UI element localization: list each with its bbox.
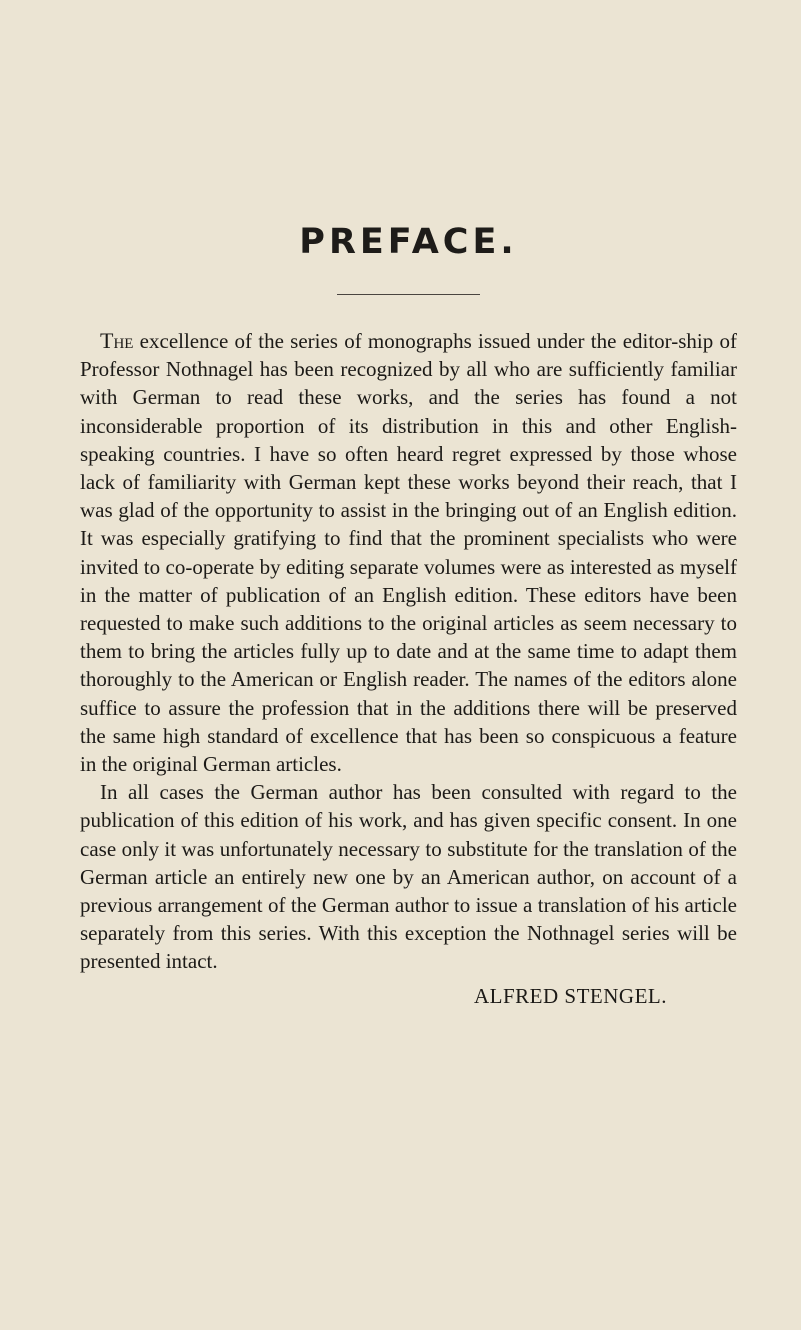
- paragraph-1-text: excellence of the series of monographs issued under the editor-ship of Professor Nothnagel has been recognized by all who are sufficiently familiar with German to read these works, and the series has found a not inconsiderable proportion of its distribution in this and other English-speaking countries. I have so often heard regret expressed by those whose lack of familiarity with German kept these works beyond their reach, that I was glad of the opportunity to assist in the bringing out of an English edition. It was especially gratifying to find that the prominent specialists who were invited to co-operate by editing separate volumes were as interested as myself in the matter of publication of an English edition. These editors have been requested to make such additions to the original articles as seem necessary to them to bring the articles fully up to date and at the same time to adapt them thoroughly to the American or English reader. The names of the editors alone suffice to assure the profession that in the additions there will be preserved the same high standard of excellence that has been so conspicuous a feature in the original German articles.: [80, 329, 737, 777]
- preface-body: [80, 327, 737, 976]
- page-title: PREFACE.: [299, 222, 518, 262]
- paragraph-2: In all cases the German author has been consulted with regard to the publication of this edition of his work, and has given specific consent. In one case only it was unfortunately necessary to substitute for the translation of the German article an entirely new one by an American author, on account of a previous arrangement of the German author to issue a translation of his article separately from this series. With this exception the Nothnagel series will be presented intact.: [80, 780, 737, 974]
- paragraph-1-lead: The: [100, 328, 134, 353]
- title-divider: [337, 294, 480, 295]
- author-signature: ALFRED STENGEL.: [474, 983, 667, 1008]
- paragraph-1: [80, 327, 737, 778]
